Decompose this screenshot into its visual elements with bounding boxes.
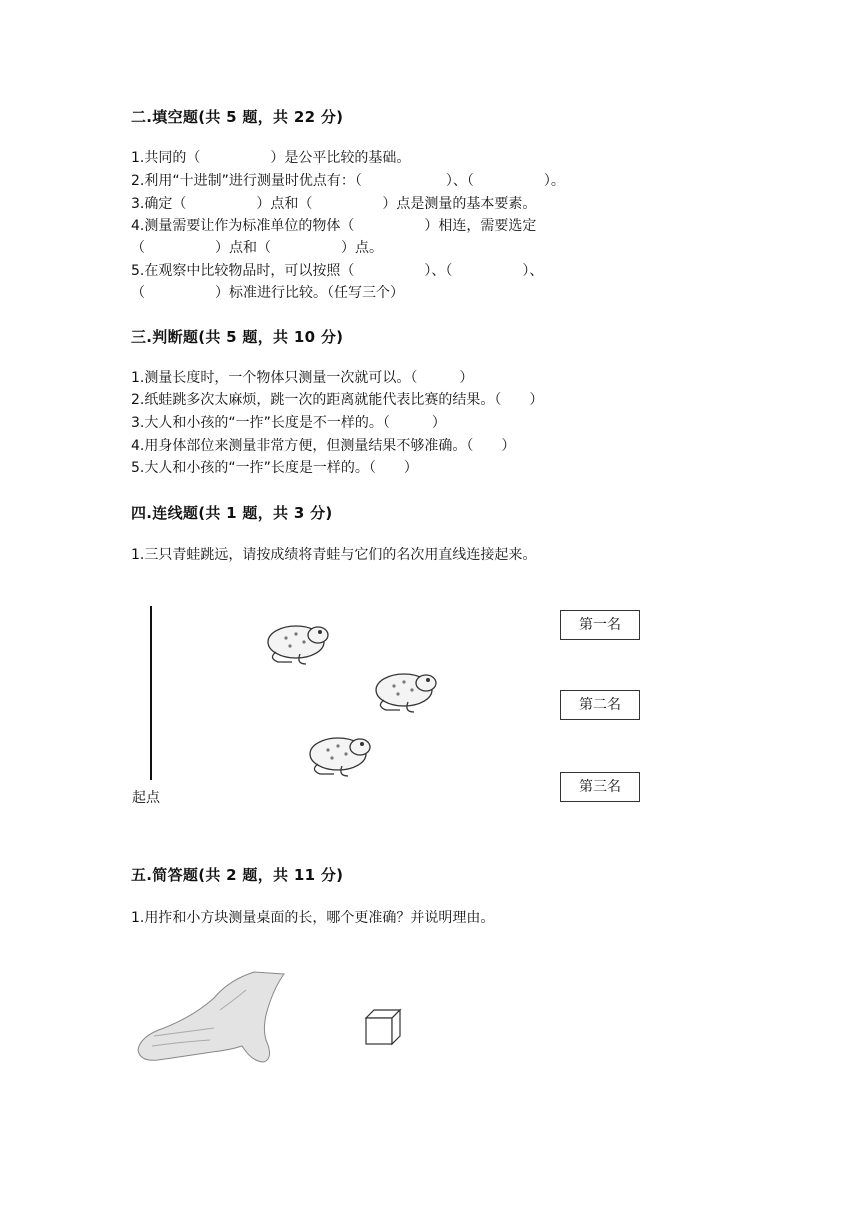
start-label: 起点 (132, 790, 160, 806)
section-heading-judge: 三.判断题(共 5 题，共 10 分) (131, 328, 344, 346)
frog-icon-2 (376, 674, 436, 712)
fill-question-2: 2.利用“十进制”进行测量时优点有：（ ）、（ ）。 (131, 173, 565, 189)
judge-question-2: 2.纸蛙跳多次太麻烦，跳一次的距离就能代表比赛的结果。（ ） (131, 392, 544, 408)
fill-question-5: 5.在观察中比较物品时，可以按照（ ）、（ ）、 (131, 263, 544, 279)
section-heading-match: 四.连线题(共 1 题，共 3 分) (131, 504, 333, 522)
frog-matching-figure (130, 600, 650, 815)
rank-box-first[interactable]: 第一名 (560, 610, 640, 640)
hand-and-cube-drawing (134, 970, 414, 1070)
rank-box-second[interactable]: 第二名 (560, 690, 640, 720)
hand-and-cube-figure (134, 970, 414, 1070)
judge-question-3: 3.大人和小孩的“一拃”长度是不一样的。（ ） (131, 415, 446, 431)
frog-icon-3 (310, 738, 370, 776)
frog-icon-1 (268, 626, 328, 664)
section-heading-fill: 二.填空题(共 5 题，共 22 分) (131, 108, 344, 126)
short-question-1: 1.用拃和小方块测量桌面的长，哪个更准确？并说明理由。 (131, 910, 495, 926)
rank-box-third[interactable]: 第三名 (560, 772, 640, 802)
judge-question-4: 4.用身体部位来测量非常方便，但测量结果不够准确。（ ） (131, 438, 516, 454)
section-heading-short: 五.简答题(共 2 题，共 11 分) (131, 866, 344, 884)
cube-icon (366, 1010, 400, 1044)
fill-question-5-cont: （ ）标准进行比较。（任写三个） (131, 285, 404, 301)
fill-question-1: 1.共同的（ ）是公平比较的基础。 (131, 150, 411, 166)
judge-question-5: 5.大人和小孩的“一拃”长度是一样的。（ ） (131, 460, 418, 476)
fill-question-4-cont: （ ）点和（ ）点。 (131, 240, 383, 256)
hand-span-icon (138, 972, 284, 1062)
fill-question-4: 4.测量需要让作为标准单位的物体（ ）相连，需要选定 (131, 218, 537, 234)
match-question-1: 1.三只青蛙跳远，请按成绩将青蛙与它们的名次用直线连接起来。 (131, 547, 537, 563)
judge-question-1: 1.测量长度时，一个物体只测量一次就可以。（ ） (131, 370, 474, 386)
fill-question-3: 3.确定（ ）点和（ ）点是测量的基本要素。 (131, 196, 537, 212)
